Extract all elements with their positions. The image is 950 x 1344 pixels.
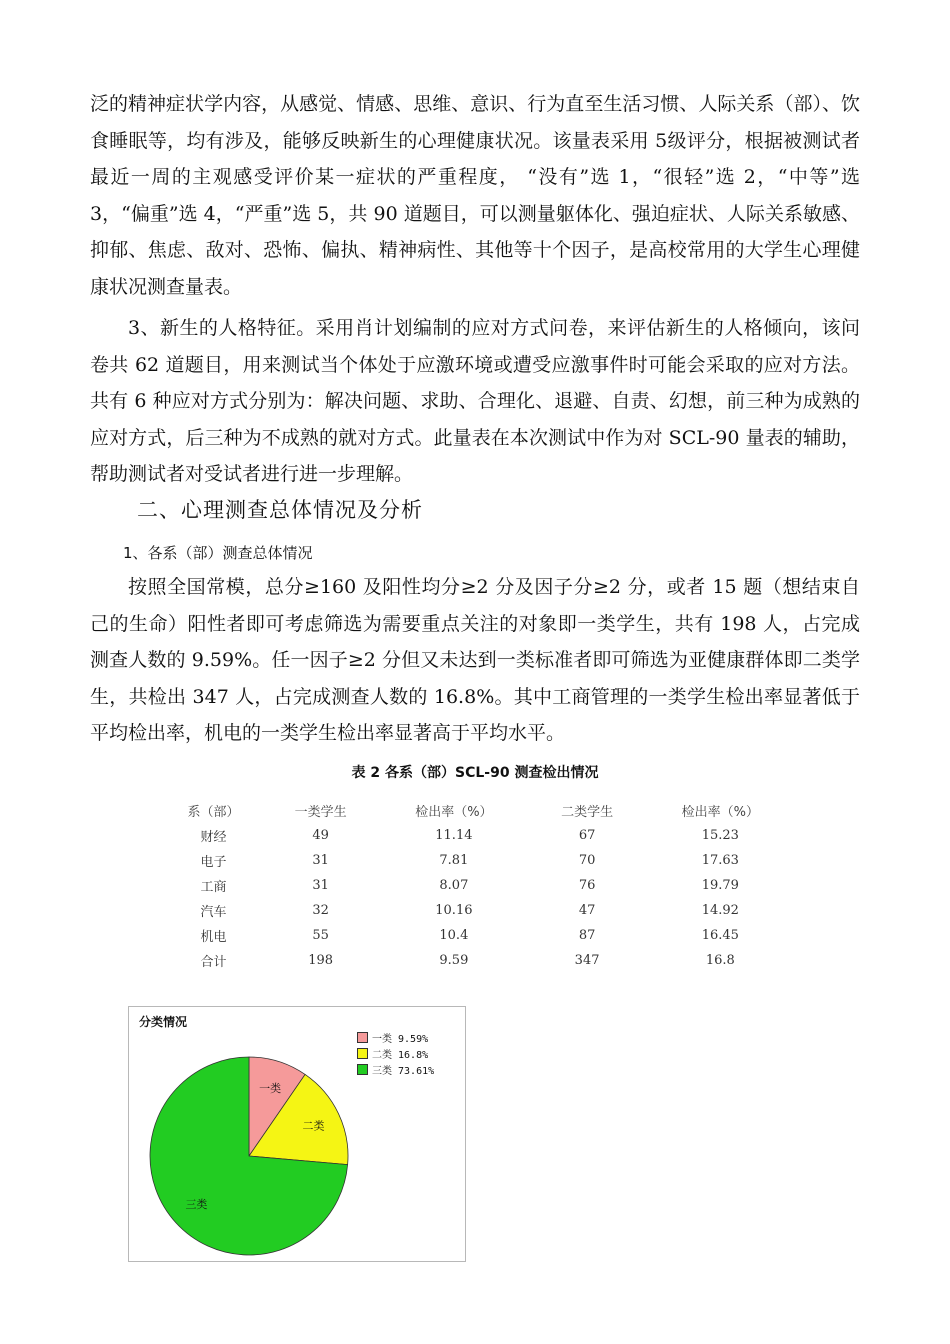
- table-cell: 10.4: [439, 928, 469, 943]
- table-cell: 87: [578, 928, 596, 943]
- table-cell: 31: [312, 878, 329, 893]
- table-row: [160, 848, 800, 873]
- chart-title: 分类情况: [139, 1015, 188, 1029]
- table-cell: 49: [312, 828, 329, 843]
- table-cell: 17.63: [701, 853, 739, 868]
- pie-chart: [128, 1006, 466, 1262]
- table-cell: 16.8: [705, 953, 735, 968]
- table-cell: 198: [308, 953, 334, 968]
- slice-label: 二类: [302, 1119, 325, 1133]
- scl90-description-paragraph: 泛的精神症状学内容，从感觉、情感、思维、意识、行为直至生活习惯、人际关系（部）、饮食睡眠等，均有涉及，能够反映新生的心理健康状况。该量表采用 5级评分，根据被测试者最近一周的主观感受评价某一症状的严重程度， “没有”选 1，“很轻”选 2，“中等”选 3，“偏重”选 4，“严重”选 5，共 90 道题目，可以测量躯体化、强迫症状、人际关系敏感、抑郁、焦虑、敌对、恐怖、偏执、精神病性、其他等十个因子，是高校常用的大学生心理健康状况测查量表。: [90, 93, 860, 298]
- sub-heading: 1、各系（部）测查总体情况: [123, 544, 313, 562]
- table-cell: 9.59: [439, 953, 469, 968]
- table-cell: 7.81: [439, 853, 469, 868]
- table-cell: 31: [312, 853, 329, 868]
- legend-item: [357, 1029, 434, 1045]
- table-cell: 机电: [200, 930, 227, 945]
- table-cell: 14.92: [701, 903, 739, 918]
- table-row: [160, 948, 800, 973]
- table-cell: 347: [574, 953, 600, 968]
- column-header: 检出率（%）: [681, 805, 759, 820]
- table-cell: 47: [578, 903, 596, 918]
- slice-label: 三类: [185, 1198, 208, 1212]
- slice-label: 一类: [259, 1081, 282, 1095]
- legend-item: [357, 1045, 434, 1061]
- table-cell: 工商: [200, 880, 227, 895]
- column-header: 一类学生: [294, 805, 347, 820]
- table-cell: 76: [578, 878, 596, 893]
- legend-label: 一类 9.59%: [372, 1033, 429, 1045]
- legend-item: [357, 1061, 434, 1077]
- table-cell: 合计: [200, 955, 227, 970]
- table-cell: 55: [312, 928, 329, 943]
- table-cell: 10.16: [435, 903, 473, 918]
- personality-trait-paragraph: 3、新生的人格特征。采用肖计划编制的应对方式问卷，来评估新生的人格倾向，该问卷共 62 道题目，用来测试当个体处于应激环境或遭受应激事件时可能会采取的应对方法。共有 6 种应对方式分别为：解决问题、求助、合理化、退避、自责、幻想，前三种为成熟的应对方式，后三种为不成熟的就对方式。此量表在本次测试中作为对 SCL-90 量表的辅助，帮助测试者对受试者进行进一步理解。: [90, 317, 860, 485]
- legend-swatch: [357, 1032, 368, 1043]
- table-row: [160, 898, 800, 923]
- legend-swatch: [357, 1048, 368, 1059]
- table-cell: 电子: [200, 855, 227, 870]
- table-row: [160, 923, 800, 948]
- legend-swatch: [357, 1064, 368, 1075]
- legend-label: 二类 16.8%: [372, 1049, 429, 1061]
- column-header: 检出率（%）: [415, 805, 493, 820]
- detection-table: [160, 798, 800, 973]
- screening-results-paragraph: 按照全国常模，总分≥160 及阳性均分≥2 分及因子分≥2 分，或者 15 题（想结束自己的生命）阳性者即可考虑筛选为需要重点关注的对象即一类学生，共有 198 人，占完成测查人数的 9.59%。任一因子≥2 分但又未达到一类标准者即可筛选为亚健康群体即二类学生，共检出 347 人，占完成测查人数的 16.8%。其中工商管理的一类学生检出率显著低于平均检出率，机电的一类学生检出率显著高于平均水平。: [90, 576, 860, 744]
- table-cell: 汽车: [200, 905, 227, 920]
- table-cell: 16.45: [701, 928, 739, 943]
- legend-label: 三类 73.61%: [372, 1065, 435, 1077]
- table-cell: 32: [312, 903, 329, 918]
- table-row: [160, 873, 800, 898]
- column-header: 系（部）: [187, 805, 240, 820]
- table-cell: 11.14: [435, 828, 473, 843]
- column-header: 二类学生: [561, 805, 614, 820]
- chart-legend: [357, 1029, 434, 1077]
- table-cell: 8.07: [439, 878, 469, 893]
- section-heading: 二、心理测查总体情况及分析: [137, 498, 423, 522]
- table-cell: 70: [578, 853, 596, 868]
- table-cell: 19.79: [701, 878, 739, 893]
- table-caption: 表 2 各系（部）SCL-90 测查检出情况: [351, 765, 599, 781]
- table-cell: 财经: [200, 830, 227, 845]
- table-cell: 67: [578, 828, 596, 843]
- table-header-row: [160, 798, 800, 823]
- table-row: [160, 823, 800, 848]
- table-cell: 15.23: [701, 828, 739, 843]
